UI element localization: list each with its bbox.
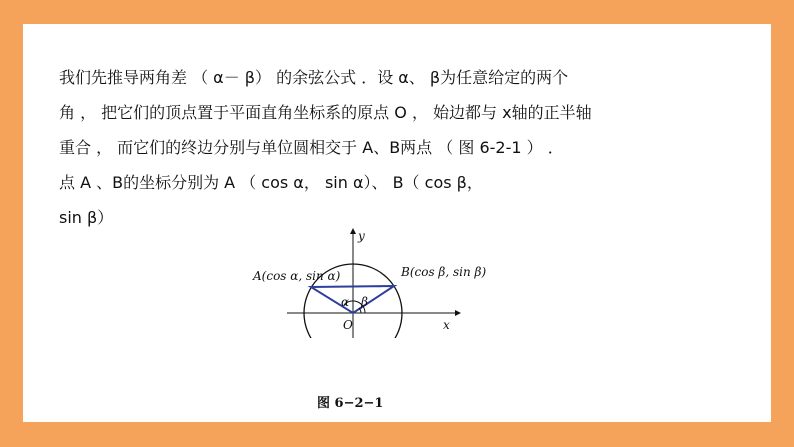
x-axis-label: x bbox=[443, 318, 450, 332]
paragraph-line-3: 重合 ， 而它们的终边分别与单位圆相交于 A、B两点 （ 图 6-2-1 ） ． bbox=[59, 138, 564, 157]
unit-circle-diagram bbox=[215, 226, 505, 338]
point-a-label: A(cos α, sin α) bbox=[253, 269, 341, 283]
alpha-label: α bbox=[341, 295, 350, 309]
y-axis-arrow bbox=[350, 228, 356, 234]
beta-label: β bbox=[361, 295, 368, 309]
slide-content bbox=[23, 24, 771, 422]
figure-caption: 图 6−2−1 bbox=[317, 396, 384, 411]
origin-label: O bbox=[343, 318, 353, 332]
paragraph-line-5: sin β） bbox=[59, 208, 114, 227]
point-b-label: B(cos β, sin β) bbox=[401, 265, 487, 279]
paragraph-line-2: 角 ， 把它们的顶点置于平面直角坐标系的原点 O ， 始边都与 x轴的正半轴 bbox=[59, 103, 592, 122]
paragraph-line-4: 点 A 、B的坐标分别为 A （ cos α， sin α）、 B（ cos β， bbox=[59, 173, 483, 192]
x-axis-arrow bbox=[455, 310, 461, 316]
paragraph-line-1: 我们先推导两角差 （ α－ β） 的余弦公式 ．设 α、 β为任意给定的两个 bbox=[59, 68, 569, 87]
y-axis-label: y bbox=[358, 229, 365, 243]
unit-circle-figure bbox=[215, 226, 505, 338]
